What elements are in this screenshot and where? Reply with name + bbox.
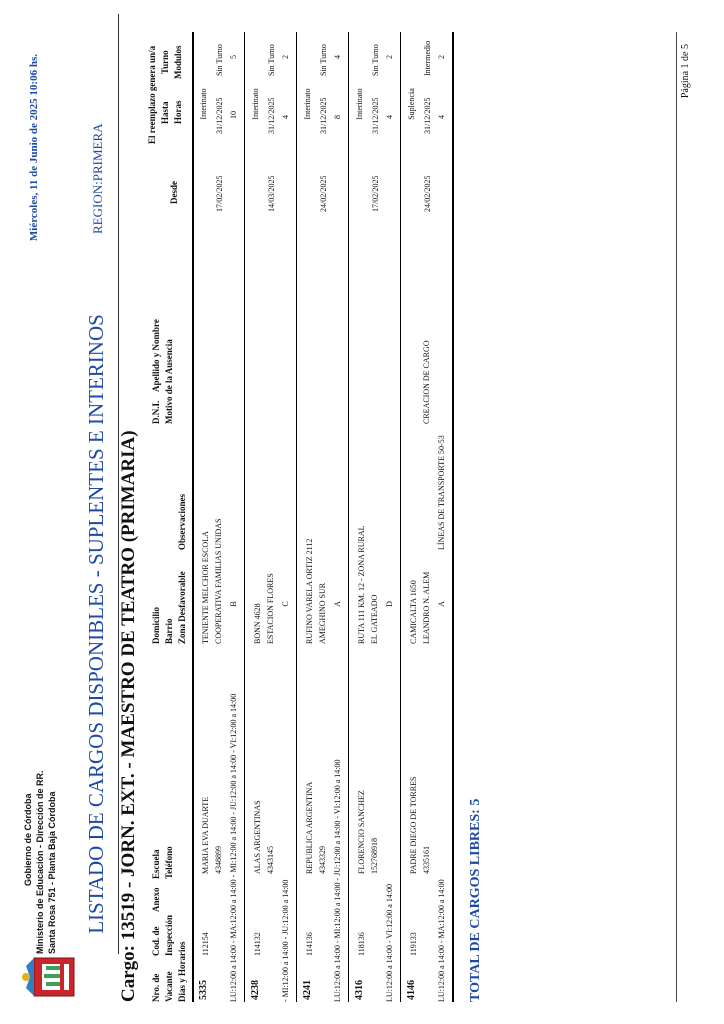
row-horas: 8 xyxy=(333,115,342,119)
row-modulos: 4 xyxy=(333,55,342,59)
row-turno: Sin Turno xyxy=(371,44,380,76)
row-desde: 14/03/2025 xyxy=(267,175,276,212)
row-zona: A xyxy=(333,601,342,607)
row-dias: LU:12:00 a 14:00 - MI:12:00 a 14:00 - JU:12:00 a 14:00 - VI:12:00 a 14:00 xyxy=(333,759,342,1002)
issuer-block xyxy=(22,594,58,954)
row-motivo: CREACION DE CARGO xyxy=(422,340,431,424)
header-rule xyxy=(192,32,194,1002)
region-label: REGION:PRIMERA xyxy=(90,123,105,234)
row-domicilio: RUFINO VARELA ORTIZ 2112 xyxy=(305,538,314,644)
col-hasta: Hasta xyxy=(160,101,170,124)
col-domicilio: Domicilio xyxy=(151,607,161,644)
page-number: Página 1 de 5 xyxy=(680,44,691,99)
col-telefono: Teléfono xyxy=(164,846,174,879)
row-dias: LU:12:00 a 14:00 - MA:12:00 a 14:00 - MI:12:00 a 14:00 - JU:12:00 a 14:00 - VI:12:00 a 14:00 xyxy=(229,693,238,1002)
row-divider xyxy=(244,32,245,1002)
row-tipo: Interinato xyxy=(355,88,364,120)
row-domicilio: RUTA 111 KM. 12 - ZONA RURAL xyxy=(357,525,366,644)
row-zona: B xyxy=(229,601,238,607)
col-motivo: Motivo de la Ausencia xyxy=(164,339,174,424)
issuer-line3: Santa Rosa 751 - Planta Baja Córdoba xyxy=(47,791,57,954)
row-observaciones: LÍNEAS DE TRANSPORTE 50-53 xyxy=(437,435,446,550)
row-cod: 112154 xyxy=(201,932,210,956)
col-turno: Turno xyxy=(160,50,170,74)
col-observaciones: Observaciones xyxy=(177,494,187,550)
row-telefono: 4335161 xyxy=(422,846,431,874)
row-nro: 5335 xyxy=(198,980,209,1000)
col-barrio: Barrio xyxy=(164,618,174,644)
row-telefono: 4343145 xyxy=(266,846,275,874)
row-barrio: EL GATEADO xyxy=(370,594,379,644)
row-escuela: ALAS ARGENTINAS xyxy=(253,800,262,874)
row-zona: A xyxy=(437,601,446,607)
row-escuela: MARIA EVA DUARTE xyxy=(201,796,210,874)
col-dias: Dias y Horarios xyxy=(177,941,187,1002)
report-date: Miércoles, 11 de Junio de 2025 10:06 hs. xyxy=(28,54,40,242)
row-tipo: Interinato xyxy=(199,88,208,120)
row-cod: 114132 xyxy=(253,932,262,956)
footer-divider xyxy=(676,32,677,1002)
col-escuela: Escuela xyxy=(151,849,161,879)
row-modulos: 2 xyxy=(437,55,446,59)
table-bottom-rule xyxy=(452,32,454,1002)
row-nro: 4146 xyxy=(406,980,417,1000)
issuer-line1: Gobierno de Córdoba xyxy=(23,793,33,886)
col-desde: Desde xyxy=(169,181,179,204)
row-telefono: 152768918 xyxy=(370,838,379,874)
col-reemplazo: El reemplazo genera un/a xyxy=(147,45,157,144)
col-zona: Zona Desfavorable xyxy=(177,571,187,644)
row-turno: Sin Turno xyxy=(319,44,328,76)
row-dias: LU:12:00 a 14:00 - MA:12:00 a 14:00 xyxy=(437,879,446,1002)
row-dias: - MI:12:00 a 14:00 - JU:12:00 a 14:00 xyxy=(281,879,290,1002)
col-nro-b: Vacante xyxy=(164,971,174,1002)
col-cod-b: Inspección xyxy=(164,914,174,956)
row-horas: 4 xyxy=(385,115,394,119)
row-turno: Intermedio xyxy=(423,40,432,76)
col-anexo: Anexo xyxy=(151,887,161,912)
row-barrio: ESTACION FLORES xyxy=(266,573,275,644)
row-zona: C xyxy=(281,601,290,607)
row-horas: 10 xyxy=(229,111,238,119)
col-dni: D.N.I. xyxy=(151,400,161,424)
row-tipo: Suplencia xyxy=(407,88,416,120)
row-nro: 4241 xyxy=(302,980,313,1000)
col-cod-a: Cod. de xyxy=(151,926,161,956)
row-tipo: Interinato xyxy=(251,88,260,120)
row-domicilio: CAMICALTA 1650 xyxy=(409,580,418,644)
row-escuela: REPUBLICA ARGENTINA xyxy=(305,781,314,874)
row-hasta: 31/12/2025 xyxy=(319,97,328,134)
row-desde: 17/02/2025 xyxy=(215,175,224,212)
row-domicilio: TENIENTE MELCHOR ESCOLA xyxy=(201,531,210,644)
row-domicilio: BONN 4628 xyxy=(253,603,262,644)
row-barrio: LEANDRO N. ALEM xyxy=(422,571,431,644)
row-dias: LU:12:00 a 14:00 - VI:12:00 a 14:00 xyxy=(385,883,394,1002)
row-modulos: 2 xyxy=(385,55,394,59)
row-escuela: PADRE DIEGO DE TORRES xyxy=(409,776,418,874)
row-hasta: 31/12/2025 xyxy=(423,97,432,134)
row-cod: 119133 xyxy=(409,932,418,956)
row-barrio: COOPERATIVA FAMILIAS UNIDAS xyxy=(214,518,223,644)
row-barrio: AMEGHINO SUR xyxy=(318,582,327,644)
row-divider xyxy=(348,32,349,1002)
row-cod: 118136 xyxy=(357,932,366,956)
row-nro: 4316 xyxy=(354,980,365,1000)
row-modulos: 5 xyxy=(229,55,238,59)
row-horas: 4 xyxy=(281,115,290,119)
issuer-line2: Ministerio de Educación - Dirección de RR. xyxy=(35,770,45,954)
row-horas: 4 xyxy=(437,115,446,119)
row-divider xyxy=(400,32,401,1002)
row-divider xyxy=(296,32,297,1002)
row-tipo: Interinato xyxy=(303,88,312,120)
row-desde: 17/02/2025 xyxy=(371,175,380,212)
row-modulos: 2 xyxy=(281,55,290,59)
row-telefono: 4343329 xyxy=(318,846,327,874)
row-hasta: 31/12/2025 xyxy=(371,97,380,134)
row-nro: 4238 xyxy=(250,980,261,1000)
cargo-title: Cargo: 13519 - JORN. EXT. - MAESTRO DE TEATRO (PRIMARIA) xyxy=(118,430,139,1002)
col-nro-a: Nro. de xyxy=(151,973,161,1002)
cordoba-crest-logo xyxy=(20,954,80,1000)
row-hasta: 31/12/2025 xyxy=(215,97,224,134)
col-modulos: Modulos xyxy=(173,45,183,79)
row-desde: 24/02/2025 xyxy=(423,175,432,212)
col-horas: Horas xyxy=(173,100,183,124)
row-escuela: FLORENCIO SANCHEZ xyxy=(357,790,366,874)
row-turno: Sin Turno xyxy=(267,44,276,76)
col-apellido: Apellido y Nombre xyxy=(151,319,161,392)
row-hasta: 31/12/2025 xyxy=(267,97,276,134)
row-desde: 24/02/2025 xyxy=(319,175,328,212)
row-telefono: 4348899 xyxy=(214,846,223,874)
row-cod: 114136 xyxy=(305,932,314,956)
report-title: LISTADO DE CARGOS DISPONIBLES - SUPLENTES E INTERINOS xyxy=(84,314,108,934)
total-vacancies: TOTAL DE CARGOS LIBRES: 5 xyxy=(468,798,483,1002)
row-turno: Sin Turno xyxy=(215,44,224,76)
row-zona: D xyxy=(385,601,394,607)
